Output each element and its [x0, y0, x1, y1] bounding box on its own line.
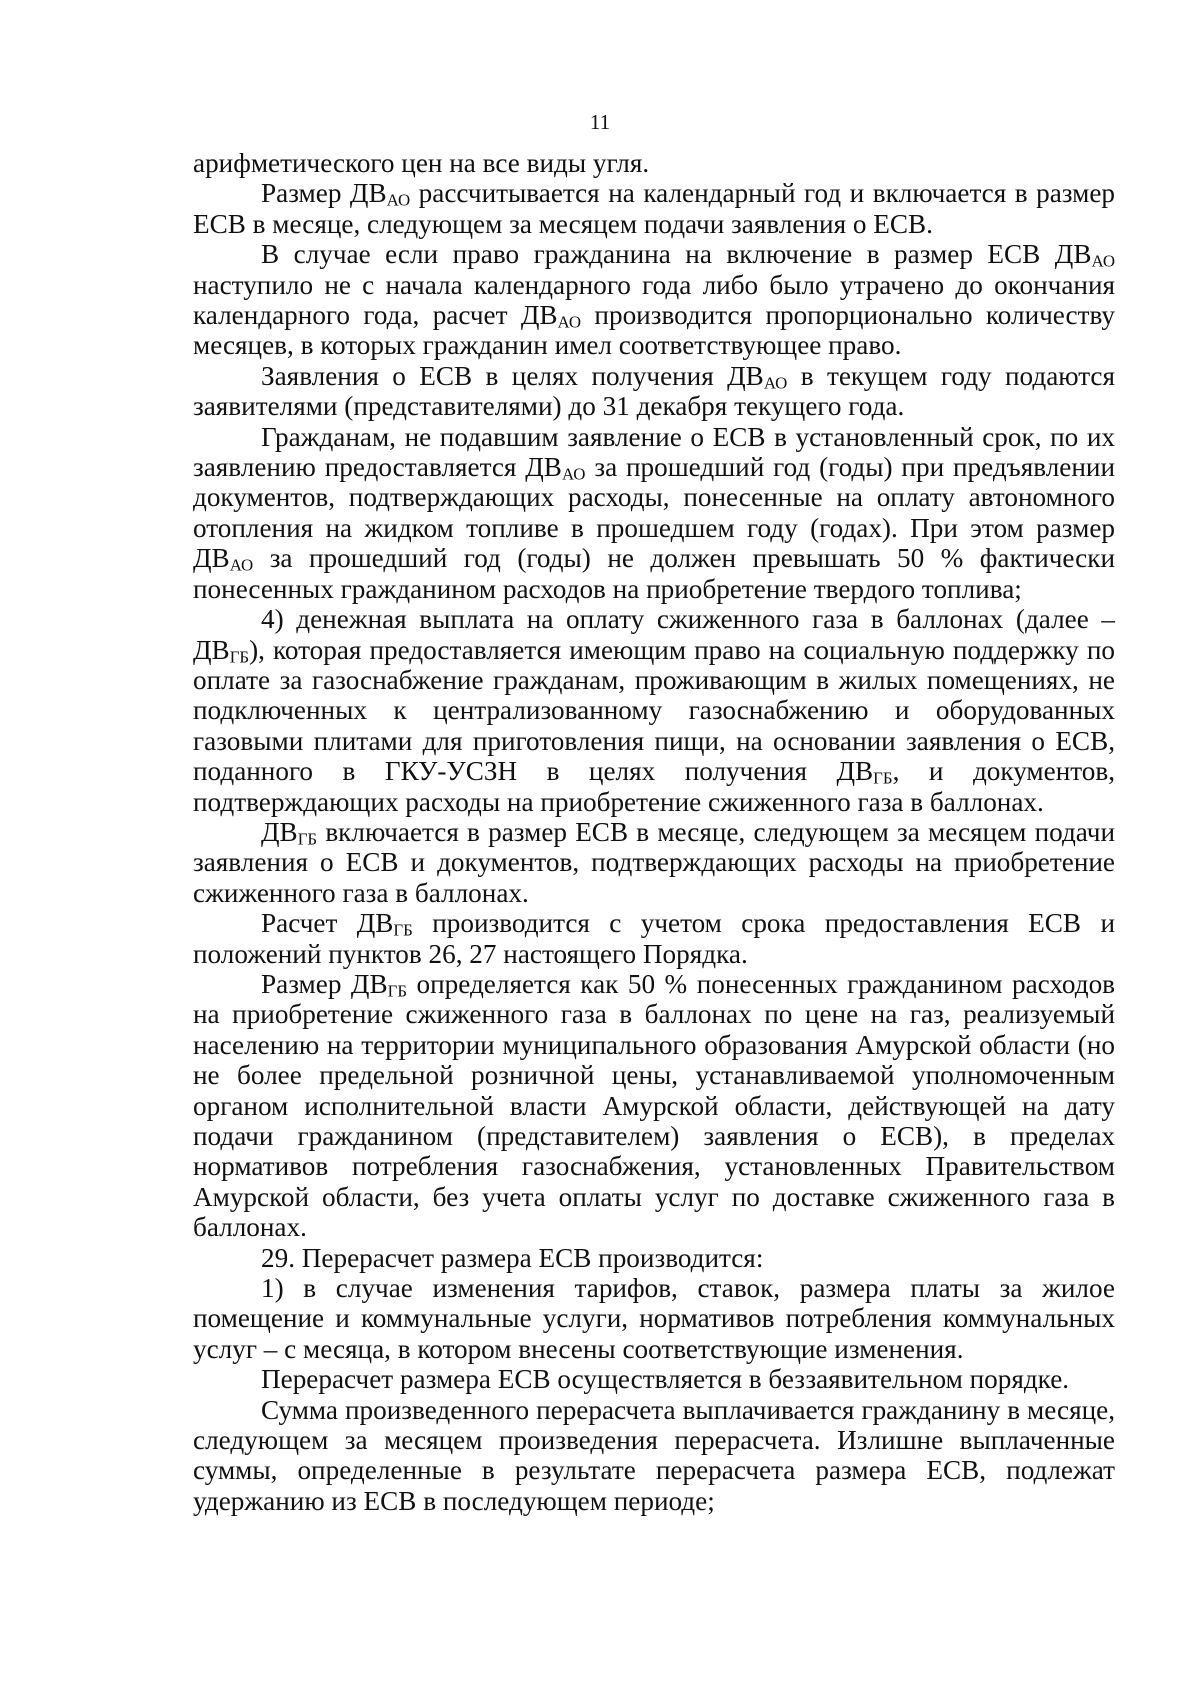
text-segment: в текущем году подаются заявителями (представителями) до 31 декабря текущего года.	[193, 360, 1116, 422]
subscript: АО	[386, 191, 411, 211]
text-segment: Сумма произведенного перерасчета выплачивается гражданину в месяце, следующем за месяцем произведения перерасчета. Излишне выплаченные суммы, определенные в результате перерасчета размера ЕСВ, подлежат удержанию из ЕСВ в последующем периоде;	[193, 1394, 1115, 1516]
text-segment: производится с учетом срока предоставления ЕСВ и положений пунктов 26, 27 настоящего Порядка.	[193, 908, 1115, 969]
subscript: АО	[763, 373, 788, 393]
text-segment: за прошедший год (годы) при предъявлении документов, подтверждающих расходы, понесенные на оплату автономного отопления на жидком топливе в прошедшем году (годах). При этом размер ДВ	[193, 452, 1115, 574]
text-segment: , и документов, подтверждающих расходы на приобретение сжиженного газа в баллонах.	[193, 756, 1116, 817]
text-segment: определяется как 50 % понесенных гражданином расходов на приобретение сжиженного газа в баллонах по цене на газ, реализуемый населению на территории муниципального образования Амурской области (но не более предельной розничной цены, устанавливаемой уполномоченным органом исполнительной власти Амурской области, действующей на дату подачи гражданином (представителем) заявления о ЕСВ), в пределах нормативов потребления газоснабжения, установленных Правительством Амурской области, без учета оплаты услуг по доставке сжиженного газа в баллонах.	[193, 968, 1115, 1243]
paragraph	[193, 1364, 1115, 1394]
paragraph	[193, 908, 1115, 969]
text-segment: ДВ	[261, 816, 298, 847]
paragraph	[193, 604, 1115, 817]
paragraph	[193, 361, 1115, 422]
document-body	[193, 148, 1115, 1516]
text-segment: Размер ДВ	[261, 968, 388, 999]
subscript: ГБ	[229, 647, 250, 667]
text-segment: наступило не с начала календарного года либо было утрачено до окончания календарного года, расчет ДВ	[193, 269, 1115, 331]
text-segment: за прошедший год (годы) не должен превышать 50 % фактически понесенных гражданином расходов на приобретение твердого топлива;	[193, 543, 1115, 604]
text-segment: включается в размер ЕСВ в месяце, следующем за месяцем подачи заявления о ЕСВ и документов, подтверждающих расходы на приобретение сжиженного газа в баллонах.	[193, 816, 1115, 908]
text-segment: арифметического цен на все виды угля.	[193, 148, 650, 178]
paragraph	[193, 969, 1115, 1243]
text-segment: Расчет ДВ	[261, 908, 394, 939]
text-segment: ), которая предоставляется имеющим право на социальную поддержку по оплате за газоснабжение гражданам, проживающим в жилых помещениях, не подключенных к централизованному газоснабжению и оборудованных газовыми плитами для приготовления пищи, на основании заявления о ЕСВ, поданного в ГКУ-УСЗН в целях получения ДВ	[193, 634, 1115, 787]
text-segment: 4) денежная выплата на оплату сжиженного газа в баллонах (далее – ДВ	[193, 604, 1115, 665]
text-segment: производится пропорционально количеству месяцев, в которых гражданин имел соответствующее право.	[193, 300, 1115, 361]
text-segment: Перерасчет размера ЕСВ осуществляется в беззаявительном порядке.	[261, 1364, 1070, 1395]
subscript: ГБ	[873, 768, 893, 788]
text-segment: Заявления о ЕСВ в целях получения ДВ	[261, 360, 764, 391]
text-segment: 29. Перерасчет размера ЕСВ производится:	[261, 1242, 764, 1273]
subscript: ГБ	[393, 920, 413, 940]
paragraph	[193, 239, 1115, 361]
paragraph	[193, 178, 1115, 239]
text-segment: В случае если право гражданина на включение в размер ЕСВ ДВ	[261, 239, 1092, 270]
subscript: ГБ	[297, 829, 318, 849]
paragraph	[193, 1395, 1115, 1517]
text-segment: Размер ДВ	[261, 178, 387, 209]
paragraph	[193, 1273, 1115, 1364]
text-segment: рассчитывается на календарный год и включается в размер ЕСВ в месяце, следующем за месяцем подачи заявления о ЕСВ.	[193, 178, 1115, 239]
page-number: 11	[589, 110, 611, 134]
text-segment: 1) в случае изменения тарифов, ставок, размера платы за жилое помещение и коммунальные услуги, нормативов потребления коммунальных услуг – с месяца, в котором внесены соответствующие изменения.	[193, 1273, 1115, 1364]
paragraph	[193, 817, 1115, 908]
subscript: АО	[1091, 251, 1115, 271]
paragraph	[193, 422, 1115, 604]
paragraph	[193, 1243, 1115, 1273]
paragraph	[193, 148, 1115, 178]
subscript: АО	[557, 312, 582, 332]
text-segment: Гражданам, не подавшим заявление о ЕСВ в установленный срок, по их заявлению предоставляется ДВ	[193, 421, 1115, 483]
subscript: АО	[229, 555, 254, 575]
subscript: ГБ	[387, 981, 408, 1001]
subscript: АО	[561, 464, 586, 484]
